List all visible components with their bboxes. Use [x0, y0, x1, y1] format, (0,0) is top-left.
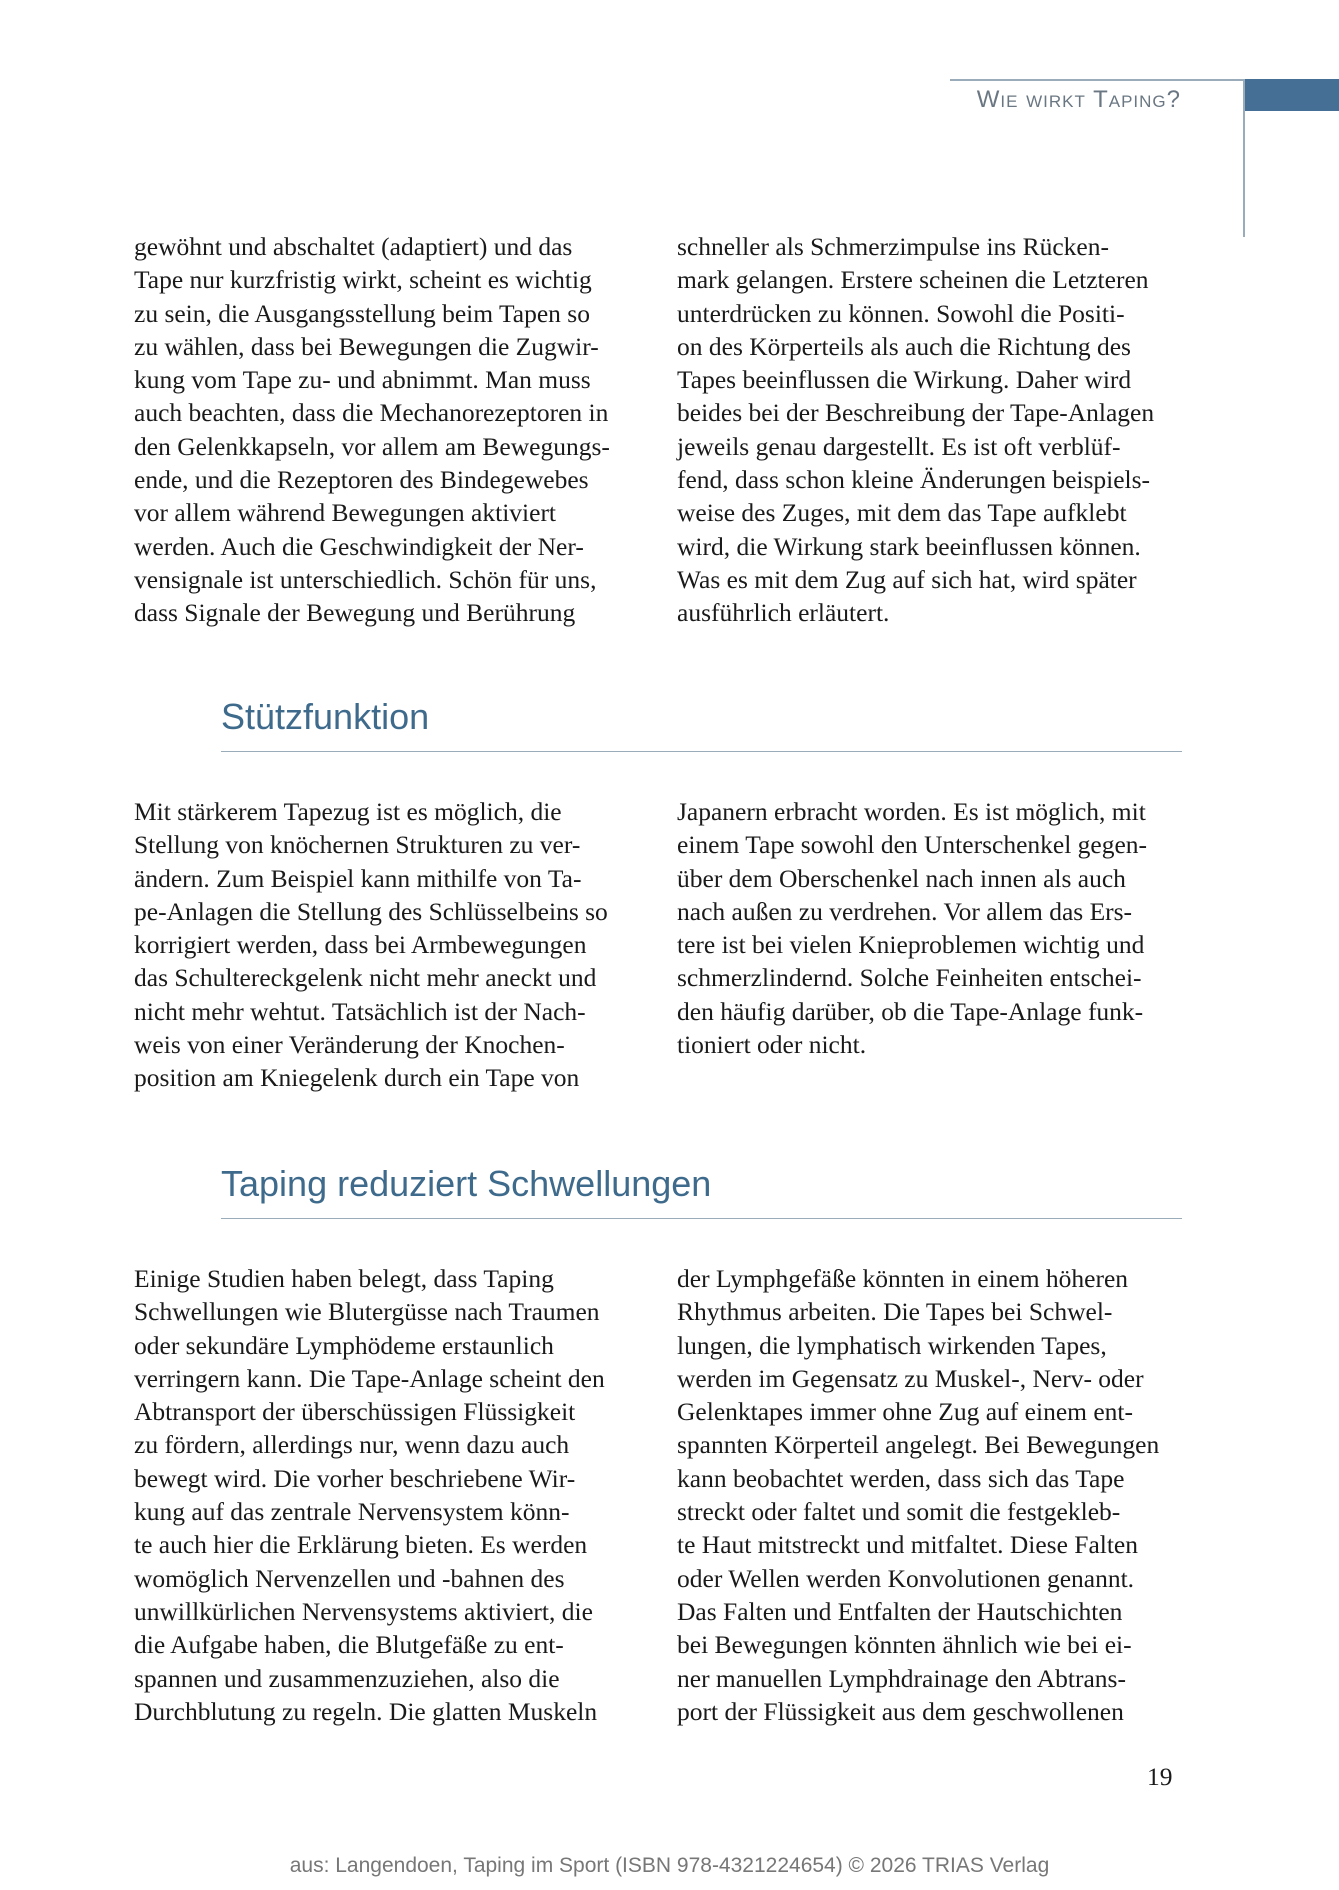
text-line: werden. Auch die Geschwindigkeit der Ner- [134, 531, 584, 561]
text-line: streckt oder faltet und somit die festgekleb- [677, 1497, 1121, 1527]
text-line: Gelenktapes immer ohne Zug auf einem ent- [677, 1397, 1133, 1427]
text-line: Abtransport der überschüssigen Flüssigkeit [134, 1397, 576, 1427]
section-heading-stuetzfunktion: Stützfunktion [221, 696, 430, 737]
text-line: bei Bewegungen könnten ähnlich wie bei ei- [677, 1630, 1132, 1660]
text-line: vensignale ist unterschiedlich. Schön für uns, [134, 564, 597, 594]
text-line: nicht mehr wehtut. Tatsächlich ist der Nach- [134, 996, 586, 1026]
section-rule [221, 1218, 1182, 1219]
text-line: spannten Körperteil angelegt. Bei Bewegungen [677, 1430, 1160, 1460]
text-line: das Schultereckgelenk nicht mehr aneckt und [134, 963, 597, 993]
text-line: vor allem während Bewegungen aktiviert [134, 498, 557, 528]
section-heading-schwellungen: Taping reduziert Schwellungen [221, 1163, 712, 1204]
text-line: auch beachten, dass die Mechanorezeptoren in [134, 398, 609, 428]
text-line: Japanern erbracht worden. Es ist möglich, mit [677, 797, 1146, 826]
text-line: bewegt wird. Die vorher beschriebene Wir- [134, 1463, 576, 1493]
text-line: port der Flüssigkeit aus dem geschwollenen [677, 1696, 1124, 1726]
text-line: ausführlich erläutert. [677, 598, 890, 628]
text-line: gewöhnt und abschaltet (adaptiert) und das [134, 232, 573, 261]
text-line: werden im Gegensatz zu Muskel-, Nerv- oder [677, 1363, 1144, 1393]
schwellungen-left-column [134, 1262, 654, 1728]
text-line: verringern kann. Die Tape-Anlage scheint den [134, 1363, 605, 1393]
text-line: unwillkürlichen Nervensystems aktiviert, die [134, 1596, 593, 1626]
text-line: kung vom Tape zu- und abnimmt. Man muss [134, 365, 591, 395]
intro-left-column [134, 230, 654, 630]
text-line: einem Tape sowohl den Unterschenkel gegen- [677, 830, 1148, 860]
text-line: Mit stärkerem Tapezug ist es möglich, die [134, 797, 562, 826]
text-line: position am Kniegelenk durch ein Tape von [134, 1063, 580, 1093]
text-line: tioniert oder nicht. [677, 1030, 867, 1060]
text-line: weis von einer Veränderung der Knochen- [134, 1030, 565, 1060]
text-line: zu sein, die Ausgangsstellung beim Tapen so [134, 298, 590, 328]
text-line: beides bei der Beschreibung der Tape-Anlagen [677, 398, 1155, 428]
text-line: kung auf das zentrale Nervensystem könn- [134, 1497, 570, 1527]
text-line: oder Wellen werden Konvolutionen genannt. [677, 1563, 1135, 1593]
text-line: dass Signale der Bewegung und Berührung [134, 598, 576, 628]
text-line: pe-Anlagen die Stellung des Schlüsselbeins so [134, 896, 608, 926]
text-line: Schwellungen wie Blutergüsse nach Traumen [134, 1297, 600, 1327]
running-title: Wie wirkt Taping? [976, 86, 1181, 113]
text-line: jeweils genau dargestellt. Es ist oft verblüf- [677, 431, 1121, 461]
text-line: Tapes beeinflussen die Wirkung. Daher wird [677, 365, 1132, 395]
header-rule [950, 79, 1244, 81]
text-line: on des Körperteils als auch die Richtung des [677, 331, 1131, 361]
text-line: mark gelangen. Erstere scheinen die Letzteren [677, 265, 1149, 295]
text-line: fend, dass schon kleine Änderungen beispiels- [677, 465, 1151, 495]
text-line: wird, die Wirkung stark beeinflussen können. [677, 531, 1141, 561]
section-rule [221, 751, 1182, 752]
text-line: weise des Zuges, mit dem das Tape aufklebt [677, 498, 1127, 528]
text-line: ändern. Zum Beispiel kann mithilfe von Ta- [134, 863, 582, 893]
text-line: oder sekundäre Lymphödeme erstaunlich [134, 1330, 554, 1360]
text-line: spannen und zusammenzuziehen, also die [134, 1663, 560, 1693]
text-line: ner manuellen Lymphdrainage den Abtrans- [677, 1663, 1126, 1693]
text-line: lungen, die lymphatisch wirkenden Tapes, [677, 1330, 1107, 1360]
text-line: der Lymphgefäße könnten in einem höheren [677, 1264, 1129, 1293]
text-line: Was es mit dem Zug auf sich hat, wird später [677, 564, 1137, 594]
text-line: zu wählen, dass bei Bewegungen die Zugwir- [134, 331, 599, 361]
text-line: Einige Studien haben belegt, dass Taping [134, 1264, 554, 1293]
text-line: ende, und die Rezeptoren des Bindegewebes [134, 465, 589, 495]
schwellungen-right-column [677, 1262, 1197, 1728]
text-line: korrigiert werden, dass bei Armbewegungen [134, 930, 587, 960]
text-line: Das Falten und Entfalten der Hautschichten [677, 1596, 1123, 1626]
text-line: schneller als Schmerzimpulse ins Rücken- [677, 232, 1109, 261]
text-line: kann beobachtet werden, dass sich das Tape [677, 1463, 1125, 1493]
text-line: nach außen zu verdrehen. Vor allem das Ers- [677, 896, 1133, 926]
source-citation: aus: Langendoen, Taping im Sport (ISBN 978-4321224654) © 2026 TRIAS Verlag [289, 1854, 1050, 1877]
text-line: den Gelenkkapseln, vor allem am Bewegungs- [134, 431, 610, 461]
text-line: den häufig darüber, ob die Tape-Anlage funk- [677, 996, 1144, 1026]
text-line: tere ist bei vielen Knieproblemen wichtig und [677, 930, 1145, 960]
stuetzfunktion-right-column [677, 795, 1197, 1061]
text-line: te Haut mitstreckt und mitfaltet. Diese Falten [677, 1530, 1139, 1560]
page-number: 19 [1147, 1762, 1173, 1791]
text-line: unterdrücken zu können. Sowohl die Positi- [677, 298, 1125, 328]
intro-right-column [677, 230, 1197, 630]
text-line: über dem Oberschenkel nach innen als auch [677, 863, 1126, 893]
stuetzfunktion-left-column [134, 795, 654, 1095]
text-line: Rhythmus arbeiten. Die Tapes bei Schwel- [677, 1297, 1113, 1327]
text-line: zu fördern, allerdings nur, wenn dazu auch [134, 1430, 570, 1460]
text-line: Tape nur kurzfristig wirkt, scheint es wichtig [134, 265, 592, 295]
text-line: Stellung von knöchernen Strukturen zu ver- [134, 830, 581, 860]
text-line: schmerzlindernd. Solche Feinheiten entschei- [677, 963, 1142, 993]
text-line: die Aufgabe haben, die Blutgefäße zu ent- [134, 1630, 564, 1660]
text-line: Durchblutung zu regeln. Die glatten Muskeln [134, 1696, 598, 1726]
text-line: te auch hier die Erklärung bieten. Es werden [134, 1530, 588, 1560]
header-accent-block [1245, 79, 1339, 111]
text-line: womöglich Nervenzellen und -bahnen des [134, 1563, 565, 1593]
